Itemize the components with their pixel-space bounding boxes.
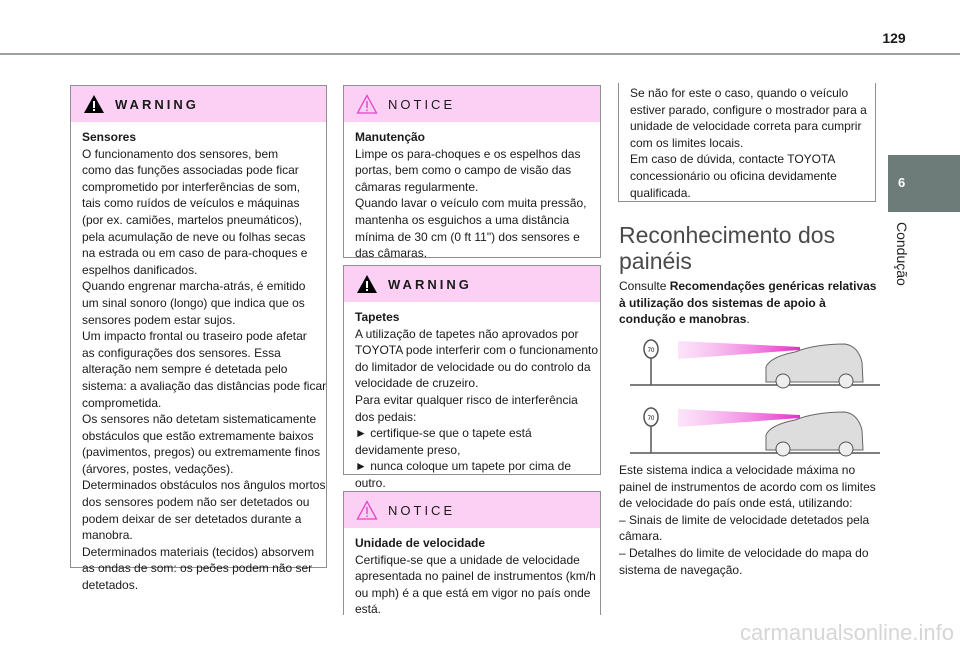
speed-sign-recognition-illustration xyxy=(600,332,880,457)
box-title: WARNING xyxy=(115,96,199,112)
text-line: comprometida. xyxy=(82,395,162,410)
text-line: tais como ruídos de veículos e máquinas xyxy=(82,196,300,211)
text-line: alteração nem sempre é detetada pelo xyxy=(82,362,288,377)
text-line: do limitador de velocidade ou do controlo da xyxy=(355,359,591,374)
notice-icon xyxy=(356,500,378,520)
text-line: Em caso de dúvida, contacte TOYOTA xyxy=(630,152,836,167)
text-line: Quando lavar o veículo com muita pressão, xyxy=(355,196,587,211)
notice-icon xyxy=(356,94,378,114)
text-line: sensores podem estar sujos. xyxy=(82,312,236,327)
text-line: (pavimentos, pregos) ou extremamente finos xyxy=(82,445,321,460)
continued-notice-box xyxy=(618,83,876,202)
text-line: outro. xyxy=(355,475,386,490)
text-line: Certifique-se que a unidade de velocidade xyxy=(355,552,580,567)
warning-icon xyxy=(83,94,105,114)
text-line: apresentada no painel de instrumentos (km/h xyxy=(355,569,596,584)
chapter-number: 6 xyxy=(898,175,906,190)
text-line: (árvores, postes, vedações). xyxy=(82,461,234,476)
chapter-tab[interactable] xyxy=(888,155,960,212)
text-line: obstáculos que estão extremamente baixos xyxy=(82,428,314,443)
text-line: Se não for este o caso, quando o veículo xyxy=(630,86,849,100)
text-line: mínima de 30 cm (0 ft 11") dos sensores e xyxy=(355,229,580,244)
text-line: sistema de navegação. xyxy=(619,562,743,577)
text-line: está. xyxy=(355,602,382,617)
svg-text:70: 70 xyxy=(647,348,655,354)
text-line: ► nunca coloque um tapete por cima de xyxy=(355,459,572,474)
box-heading: Sensores xyxy=(82,130,137,144)
text-line: Para evitar qualquer risco de interferência xyxy=(355,392,578,407)
text-line: de velocidade do país onde está, utilizando: xyxy=(619,496,853,511)
text-line: pela acumulação de neve ou folhas secas xyxy=(82,229,306,244)
header-divider xyxy=(0,53,960,55)
text-line: ou mph) é a que está em vigor no país onde xyxy=(355,585,591,600)
text-line: Quando engrenar marcha-atrás, é emitido xyxy=(82,279,306,294)
text-line: com os limites locais. xyxy=(630,135,744,150)
text-line: concessionário ou oficina devidamente xyxy=(630,168,837,183)
text-line: Um impacto frontal ou traseiro pode afetar xyxy=(82,329,307,344)
text-line: – Detalhes do limite de velocidade do mapa do xyxy=(619,545,869,560)
text-line: podem deixar de ser detetados durante a xyxy=(82,511,302,526)
text-line: ► certifique-se que o tapete está xyxy=(355,426,532,441)
text-line: as configurações dos sensores. Essa xyxy=(82,345,281,360)
text-line: detetados. xyxy=(82,578,139,593)
notice-box-maintenance xyxy=(343,85,601,261)
text-line: dos pedais: xyxy=(355,409,417,424)
text-line: as ondas de som: os peões podem não ser xyxy=(82,561,313,576)
box-title: WARNING xyxy=(388,276,472,292)
box-heading: Unidade de velocidade xyxy=(355,536,486,550)
text-line: unidade de velocidade correta para cumprir xyxy=(630,119,862,134)
text-line: devidamente preso, xyxy=(355,442,461,457)
svg-text:70: 70 xyxy=(647,416,655,422)
text-line: sistema: a avaliação das distâncias pode ficar xyxy=(82,378,327,393)
text-line: na estrada ou em caso de para-choques e xyxy=(82,246,308,261)
text-line: painel de instrumentos de acordo com os limites xyxy=(619,479,876,494)
text-line: O funcionamento dos sensores, bem xyxy=(82,146,279,161)
illustration-panel-1 xyxy=(630,340,880,388)
notice-box-speed-unit xyxy=(343,491,601,615)
text-line: velocidade de cruzeiro. xyxy=(355,376,479,391)
text-line: mantenha os esguichos a uma distância xyxy=(355,212,570,227)
text-line: Determinados obstáculos nos ângulos mortos xyxy=(82,478,326,493)
illustration-panel-2 xyxy=(630,408,880,456)
chapter-label: Condução xyxy=(894,222,910,286)
warning-box-mats xyxy=(343,265,601,490)
warning-box-sensors xyxy=(70,85,327,593)
text-line: qualificada. xyxy=(630,185,691,200)
text-line: – Sinais de limite de velocidade detetados pela xyxy=(619,512,870,527)
text-line: TOYOTA pode interferir com o funcionamento xyxy=(355,343,599,358)
box-heading: Tapetes xyxy=(355,310,400,324)
text-line: um sinal sonoro (longo) que indica que os xyxy=(82,295,305,310)
box-title: NOTICE xyxy=(388,502,456,518)
text-line: Este sistema indica a velocidade máxima no xyxy=(619,463,856,477)
watermark: carmanualsonline.info xyxy=(739,620,954,645)
warning-icon xyxy=(356,274,378,294)
text-line: manobra. xyxy=(82,528,133,543)
text-line: das câmaras. xyxy=(355,246,428,261)
text-line: estiver parado, configure o mostrador para a xyxy=(630,102,867,117)
text-line: comprometido por interferências de som, xyxy=(82,179,301,194)
text-line: Os sensores não detetam sistematicamente xyxy=(82,412,317,427)
text-line: espelhos danificados. xyxy=(82,262,198,277)
section-title: Reconhecimento dos painéis xyxy=(619,222,836,274)
box-heading: Manutenção xyxy=(355,130,426,144)
text-line: A utilização de tapetes não aprovados por xyxy=(355,326,579,341)
text-line: portas, bem como o campo de visão das xyxy=(355,163,572,178)
text-line: como das funções associadas pode ficar xyxy=(82,163,299,178)
text-line: dos sensores podem não ser detetados ou xyxy=(82,495,310,510)
consult-paragraph: Consulte Recomendações genéricas relativas à utilização dos sistemas de apoio à condução e manobras. xyxy=(619,279,877,327)
text-line: Limpe os para-choques e os espelhos das xyxy=(355,146,581,161)
text-line: (por ex. camiões, martelos pneumáticos), xyxy=(82,212,303,227)
box-title: NOTICE xyxy=(388,96,456,112)
consult-link[interactable]: Recomendações genéricas relativas xyxy=(669,279,877,293)
text-line: Determinados materiais (tecidos) absorvem xyxy=(82,544,315,559)
section-body xyxy=(619,462,876,578)
text-line: câmaras regularmente. xyxy=(355,179,479,194)
page-number: 129 xyxy=(882,30,906,46)
text-line: câmara. xyxy=(619,529,663,544)
